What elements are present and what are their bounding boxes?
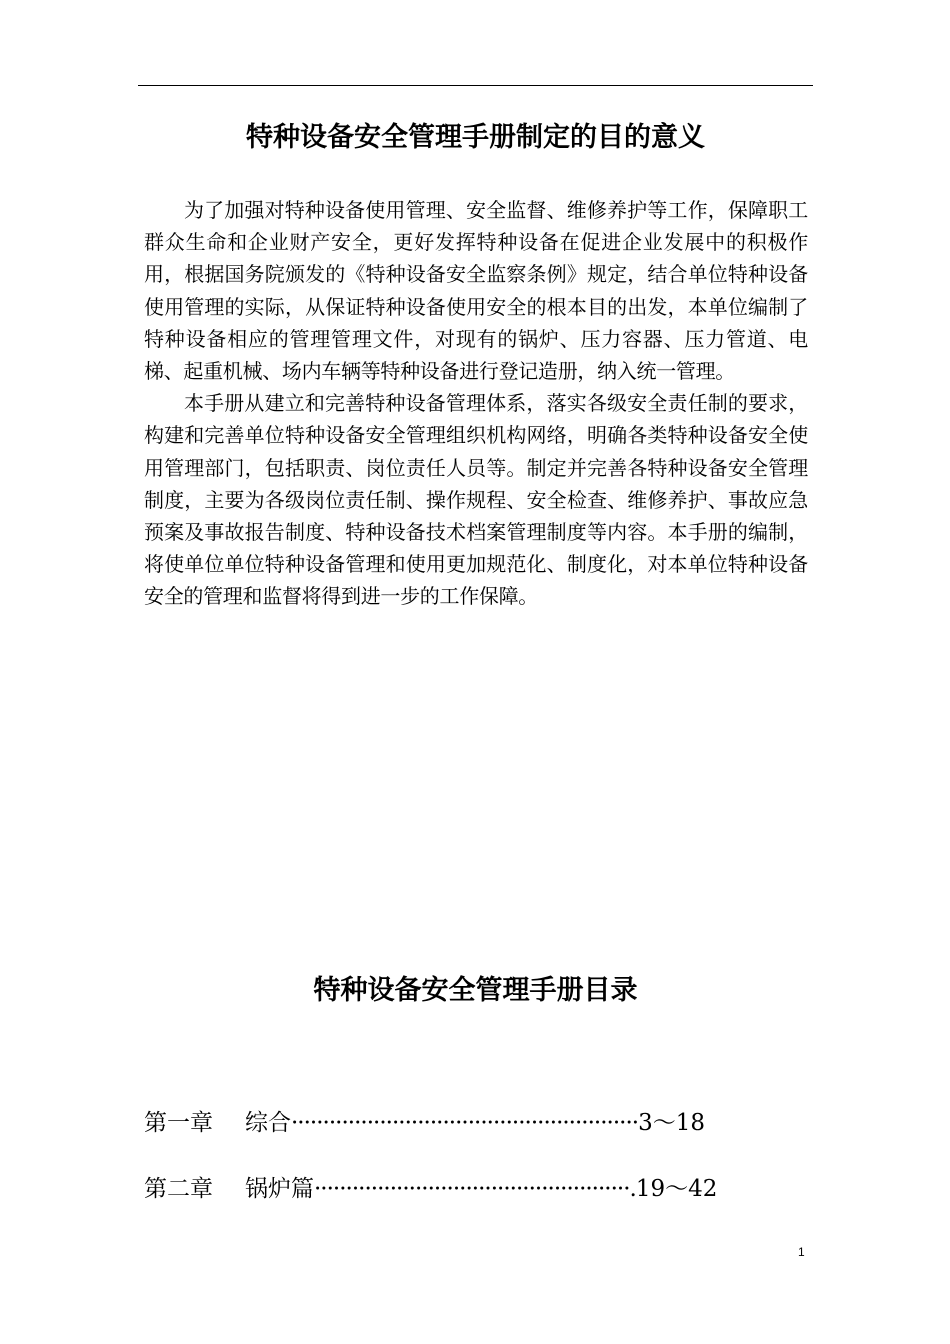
toc-chapter-number: 第一章 xyxy=(144,1110,213,1136)
toc-entry-chapter-2[interactable] xyxy=(144,1173,804,1205)
toc-dot-leader: ······················································· xyxy=(291,1110,639,1136)
toc-page-range: 19～42 xyxy=(635,1176,718,1202)
purpose-body xyxy=(144,194,808,613)
toc-title: 特种设备安全管理手册目录 xyxy=(313,975,638,1006)
purpose-title: 特种设备安全管理手册制定的目的意义 xyxy=(246,122,705,153)
toc-entry-chapter-1[interactable] xyxy=(144,1107,804,1139)
toc-chapter-name: 锅炉篇 xyxy=(245,1176,314,1202)
toc-page-range: 3～18 xyxy=(638,1110,706,1136)
toc-chapter-name: 综合 xyxy=(245,1110,291,1136)
page-number: 1 xyxy=(798,1245,805,1259)
purpose-paragraph-1: 为了加强对特种设备使用管理、安全监督、维修养护等工作，保障职工群众生命和企业财产安全，更好发挥特种设备在促进企业发展中的积极作用，根据国务院颁发的《特种设备安全监察条例》规定，结合单位特种设备使用管理的实际，从保证特种设备使用安全的根本目的出发，本单位编制了特种设备相应的管理管理文件，对现有的锅炉、压力容器、压力管道、电梯、起重机械、场内车辆等特种设备进行登记造册，纳入统一管理。 xyxy=(144,198,808,384)
header-rule xyxy=(138,85,813,86)
purpose-paragraph-2: 本手册从建立和完善特种设备管理体系，落实各级安全责任制的要求，构建和完善单位特种设备安全管理组织机构网络，明确各类特种设备安全使用管理部门，包括职责、岗位责任人员等。制定并完善各特种设备安全管理制度，主要为各级岗位责任制、操作规程、安全检查、维修养护、事故应急预案及事故报告制度、特种设备技术档案管理制度等内容。本手册的编制，将使单位单位特种设备管理和使用更加规范化、制度化，对本单位特种设备安全的管理和监督将得到进一步的工作保障。 xyxy=(144,391,808,609)
toc-dot-leader: ··················································. xyxy=(314,1176,636,1202)
toc-chapter-number: 第二章 xyxy=(144,1176,213,1202)
